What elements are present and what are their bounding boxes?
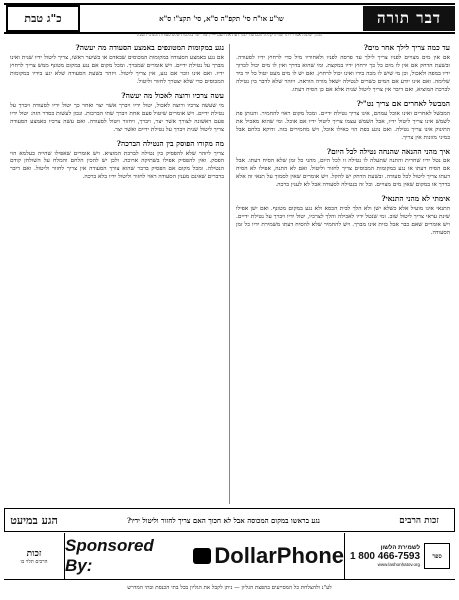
sponsor-right-text [350, 545, 420, 567]
sponsor-left-sub: הרבים תלוי בו [20, 558, 48, 565]
strip-right-logo: זכות הרבים [384, 509, 455, 531]
sponsor-left-box [4, 533, 65, 579]
section-body: אם נגע באמצע הסעודה במקומות המכוסים שבאדם או בשיער ראשו, צריך ליטול ידיו שנית ואינו מברך על נטילת ידיים. ויש אומרים שמברך. ומכל מקום אם נגע במקום מטונף ממש צריך לרחוץ ידיו. ואם אינו זוכר אם נגע, אין צריך ליטול. ויזהר בשעת הסעודה שלא יגע בידיו במקומות המכוסים כדי שלא יצטרך לחזור וליטול. [10, 54, 224, 85]
section [236, 148, 450, 191]
section-body: המבשל לאחרים ואינו אוכל עמהם, אינו צריך נטילת ידיים. ומכל מקום ראוי להחמיר. והנותן פת לשמש אינו צריך ליטול ידיו, אבל השמש עצמו צריך ליטול ידיו אם אוכל. ומי שהוא מאכיל את התינוק אינו צריך נטילה. ואם נוגע בפת הוי כאילו אוכל, ויש מחמירים בזה. ודוקא בלחם אבל במיני מזונות אין צריך. [236, 110, 450, 141]
right-column [236, 44, 450, 504]
sponsor-phone: 1 800 466-7593 [349, 551, 421, 562]
sponsor-bar [4, 533, 455, 580]
strip-question: נגע בראשו במקום המכוסה אבל לא חכוך האם צריך לחזור וליטול ידיו? [127, 515, 320, 525]
question-strip [4, 508, 455, 532]
section [10, 92, 224, 135]
sponsor-left-title: זכות [26, 548, 42, 559]
section [236, 195, 450, 238]
sponsored-by-label: Sponsored By: [65, 536, 154, 575]
sub-header-line: המלך שלמה אמר: ויתר שהיה קהלת חכם עוד למד דעת את העם — לימוד יומי בהלכות שלש סעודות ומנהגי השבת [136, 32, 323, 37]
section-heading: עשה צרכיו ורוצה לאכול מה יעשה? [121, 90, 224, 100]
date-box: כ"ג טבת [6, 5, 80, 32]
section-heading: איך מהני ההנאה שהנחה נטילה לכל היום? [326, 146, 450, 156]
section-heading: מה מקורו הפוסק בין הנטילה הברכה? [116, 138, 224, 148]
column-divider [229, 44, 230, 504]
sponsor-main [65, 533, 344, 579]
section [236, 44, 450, 95]
section-heading: אימתי לא מהני התנאי? [381, 194, 450, 204]
book-icon: ספר [424, 543, 450, 569]
dollarphone-logo [193, 543, 344, 569]
header-citation: שו"ע או"ח סי' תקפ"ה ס"א, סי' תקצ"ו ס"א [159, 14, 284, 23]
section [10, 140, 224, 183]
section-body: צריך ליזהר שלא להפסיק בין נטילה לברכת המוציא. ויש אומרים שאפילו שהייה בעלמא הוי הפסק. ואין להפסיק אפילו בשתיקה ארוכה. ולכן יש להכין הלחם והמלח על השולחן קודם הנטילה. ומכל מקום אם הפסיק בדבר שהוא צורך הסעודה אין צריך לחזור וליטול. ואם דיבר בדברים שאינם מענין הסעודה ראוי לחזור וליטול ידיו בלא ברכה. [10, 150, 224, 181]
brand-logo: דבר תורה [363, 6, 455, 31]
section [236, 100, 450, 143]
section-body: מי שעשה צרכיו ורוצה לאכול, יטול ידיו ויברך אשר יצר ואחר כך יטול ידיו לסעודה ויברך על נטילת ידיים. ויש אומרים שיטול פעם אחת ויברך שתי הברכות. ונכון לעשות כסדר הזה: יטול ידיו פעם ראשונה לצורך אשר יצר, ויברך, ויחזור ויטול לסעודה. ואם עשה צרכיו באמצע הסעודה צריך ליטול שנית ויברך על נטילת ידיים ואשר יצר. [10, 102, 224, 133]
section-body: אם אין מים מצויים לפניו צריך לילך עד פרסה לפניו ולאחוריו מיל כדי לרחוץ ידיו לסעודה. ובשעת הדחק אם אין לו מים כל כך ירחוץ ידיו במקצת. ומי שהוא בדרך ואין לו מים יכול לכרוך ידיו במפה ולאכול, וכן מי שיש לו מכה בידו ואינו יכול לרחוץ. ואם יש לו מים מעט יטול כל יד ביד שלימה. ואם אינו יודע אם המים כשרים לנטילה ישאל מורה הוראה. ויזהר שלא לדבר בין נטילה לברכת המוציא, ואם דיבר אין צריך ליטול שנית אלא אם כן הסיח דעתו. [236, 54, 450, 93]
dollarphone-brand: DollarPhone [214, 543, 344, 568]
sponsor-website: www.lashonhatov.org [377, 562, 421, 567]
section-heading: המבשל לאחרים אם צריך נט"י? [356, 98, 450, 108]
section-heading: נגע במקומות המטונפים באמצע הסעודה מה יעשה? [75, 44, 224, 52]
section-body: התנאי אינו מועיל אלא כשלא ישן ולא הלך לבית הכסא ולא נגע במקום מטונף. ואם ישן אפילו שינת עראי צריך ליטול שוב. ומי שנטל ידיו לאכילה והלך לצרכיו, יטול ידיו ויברך על נטילת ידיים. ויש אומרים שאם כבר אכל כזית אינו מברך. ויש להחמיר שלא להסיח דעתו משמירת ידיו כל זמן הסעודה. [236, 206, 450, 237]
section-body: אם נטל ידיו שחרית והתנה שתעלה לו נטילה זו לכל היום, מהני כל זמן שלא הסיח דעתו. אבל אם הסיח דעתו או נגע במקומות המכוסים צריך לחזור וליטול. ואם לא התנה, אפילו לא הסיח דעתו צריך ליטול לכל סעודה. ובשעת הדחק יש להקל. ויש אומרים שאין לסמוך על תנאי זה אלא בדרך או במקום שאין מים מצויים. וכל זה בנטילה לסעודה אבל לא לענין ברכה. [236, 158, 450, 189]
sponsor-right-title: לשמירת הלשון [380, 545, 421, 551]
left-column [10, 44, 224, 504]
bottom-dedication: לע"נ ולהצלחת כל המסייעים בהפצת הגליון — ניתן לקבל את הגליון בכל בתי הכנסת ובתי המדרש [127, 585, 332, 591]
header-bar [4, 3, 455, 34]
phone-icon [193, 548, 211, 564]
section-heading: עד כמה צריך לילך אחר מים? [363, 44, 450, 52]
sponsor-right-box [344, 533, 455, 579]
strip-left-logo: הגע במיעט [4, 509, 63, 531]
section [10, 44, 224, 87]
